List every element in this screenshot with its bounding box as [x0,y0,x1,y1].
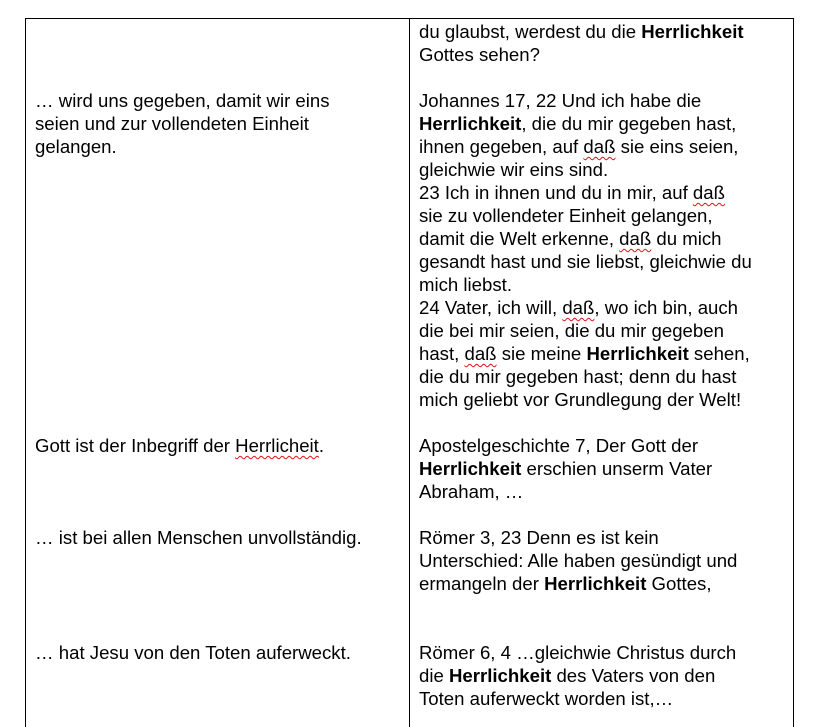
text-run: , die du mir gegeben hast, [521,113,737,134]
bible-quote-cell [419,526,787,595]
spellcheck-flagged-word: daß [583,136,616,157]
bold-keyword: Herrlichkeit [586,343,689,364]
text-run: … ist bei allen Menschen unvollständig. [35,527,362,548]
text-run: , wo ich bin, auch [594,297,739,318]
text-run: mich liebst. [419,274,512,295]
text-run: du glaubst, werdest du die [419,21,642,42]
spellcheck-flagged-word: Herrlicheit [235,435,319,456]
text-line [419,43,787,66]
text-run: die [419,665,449,686]
text-run: Gottes, [646,573,712,594]
text-run: sie eins seien, [615,136,739,157]
text-run: sie meine [496,343,587,364]
text-line [419,457,787,480]
text-run: die du mir gegeben hast; denn du hast [419,366,737,387]
text-line [419,526,787,549]
text-line [419,296,787,319]
text-line [419,480,787,503]
text-line [419,549,787,572]
text-line [419,250,787,273]
text-run: du mich [651,228,722,249]
bold-keyword: Herrlichkeit [641,21,744,42]
text-run: erschien unserm Vater [521,458,713,479]
spellcheck-flagged-word: daß [692,182,725,203]
text-line [35,112,423,135]
text-line [419,572,787,595]
text-line [35,89,423,112]
text-line [419,20,787,43]
text-run: Gottes sehen? [419,44,540,65]
spellcheck-flagged-word: daß [562,297,595,318]
bible-quote-cell [419,434,787,503]
text-line [35,135,423,158]
text-line [419,342,787,365]
bold-keyword: Herrlichkeit [419,458,522,479]
text-run: seien und zur vollendeten Einheit [35,113,309,134]
text-line [419,664,787,687]
table-left-border [25,18,26,727]
text-run: 23 Ich in ihnen und du in mir, auf [419,182,693,203]
text-line [419,434,787,457]
text-line [419,365,787,388]
text-line [35,641,400,664]
text-run: die bei mir seien, die du mir gegeben [419,320,724,341]
statement-cell [35,641,400,664]
bible-quote-cell [419,20,787,66]
spellcheck-flagged-word: daß [464,343,497,364]
text-line [419,273,787,296]
text-line [419,158,787,181]
statement-cell [35,89,423,158]
text-run: Toten auferweckt worden ist,… [419,688,674,709]
text-run: Römer 6, 4 …gleichwie Christus durch [419,642,737,663]
text-run: ermangeln der [419,573,545,594]
text-line [419,204,787,227]
bold-keyword: Herrlichkeit [419,113,522,134]
text-run: ihnen gegeben, auf [419,136,584,157]
text-line [419,112,787,135]
text-line [419,319,787,342]
text-run: sehen, [688,343,750,364]
text-run: … hat Jesu von den Toten auferweckt. [35,642,351,663]
text-line [35,526,400,549]
text-run: damit die Welt erkenne, [419,228,620,249]
text-run: gelangen. [35,136,117,157]
text-run: Römer 3, 23 Denn es ist kein [419,527,659,548]
bold-keyword: Herrlichkeit [544,573,647,594]
text-line [419,135,787,158]
text-run: Johannes 17, 22 Und ich habe die [419,90,702,111]
text-line [35,434,400,457]
text-line [419,89,787,112]
text-run: des Vaters von den [551,665,716,686]
text-run: sie zu vollendeter Einheit gelangen, [419,205,713,226]
statement-cell [35,434,400,457]
text-run: Gott ist der Inbegriff der [35,435,236,456]
text-line [419,641,787,664]
bold-keyword: Herrlichkeit [448,665,552,686]
text-run: mich geliebt vor Grundlegung der Welt! [419,389,742,410]
text-run: gesandt hast und sie liebst, gleichwie du [419,251,752,272]
text-line [419,687,787,710]
statement-cell [35,526,400,549]
spellcheck-flagged-word: daß [619,228,652,249]
text-line [419,388,787,411]
text-run: hast, [419,343,465,364]
text-run: Apostelgeschichte 7, Der Gott der [419,435,699,456]
bible-quote-cell [419,89,787,411]
text-run: Abraham, … [419,481,524,502]
bible-quote-cell [419,641,787,710]
text-line [419,181,787,204]
text-run: . [318,435,325,456]
text-run: … wird uns gegeben, damit wir eins [35,90,330,111]
text-run: gleichwie wir eins sind. [419,159,609,180]
text-run: 24 Vater, ich will, [419,297,563,318]
text-run: Unterschied: Alle haben gesündigt und [419,550,738,571]
table-right-border [793,18,794,727]
text-line [419,227,787,250]
